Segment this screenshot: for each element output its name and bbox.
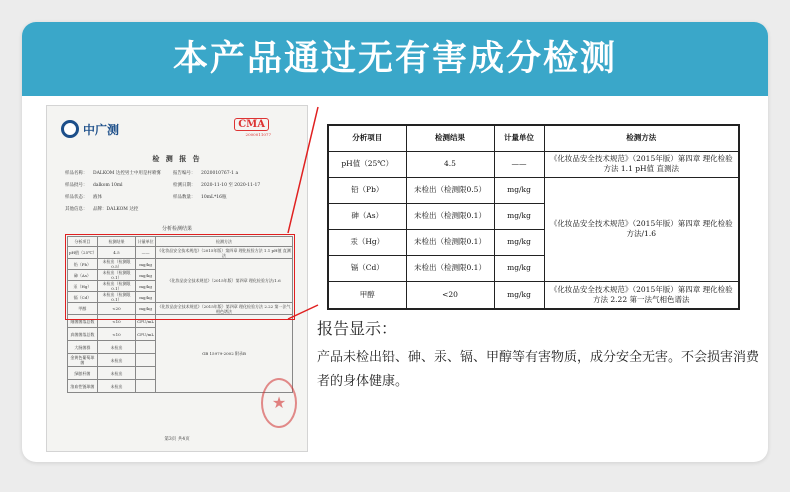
- cell-result: 未检出（检测限0.5）: [406, 177, 494, 203]
- meta-value: 10mL*16瓶: [201, 195, 227, 200]
- mini-cell: 汞（Hg）: [68, 281, 98, 292]
- mini-header: 计量单位: [136, 237, 156, 247]
- mini-cell: 未检出（检测限0.1）: [97, 281, 135, 292]
- summary-text: 产品未检出铅、砷、汞、镉、甲醇等有害物质，成分安全无害。不会损害消费者的身体健康。: [317, 350, 760, 389]
- connector-line-bottom: [288, 305, 318, 319]
- cell-item: 铅（Pb）: [328, 177, 406, 203]
- cell-method: 《化妆品安全技术规范》（2015年版）第四章 理化检验方法 2.22 第一法气相色谱法: [544, 281, 739, 309]
- cell-result: 未检出（检测限0.1）: [406, 255, 494, 281]
- cell-item: 甲醇: [328, 281, 406, 309]
- header-result: 检测结果: [406, 125, 494, 151]
- cell-unit: mg/kg: [494, 177, 544, 203]
- mini-cell: 真菌菌落总数: [68, 328, 98, 341]
- cell-result: 未检出（检测限0.1）: [406, 203, 494, 229]
- meta-key: 样品数量：: [173, 195, 196, 200]
- mini-cell: ——: [136, 247, 156, 259]
- mini-cell: CFU/mL: [136, 328, 156, 341]
- mini-cell: 《化妆品安全技术规范》（2015年版）第四章 理化检验方法/1.6: [156, 259, 293, 303]
- cell-result: 未检出（检测限0.1）: [406, 229, 494, 255]
- cell-unit: mg/kg: [494, 281, 544, 309]
- mini-cell: 未检出: [97, 380, 135, 393]
- mini-cell: 《化妆品安全技术规范》（2015年版）第四章 理化检验方法 2.22 第一法气相色谱法: [157, 303, 291, 314]
- table-header-row: [328, 125, 739, 151]
- mini-cell: 未检出（检测限0.1）: [97, 270, 135, 281]
- official-seal: ★: [261, 378, 297, 428]
- meta-value: dalkom 10ml: [93, 183, 123, 188]
- table-row-methanol: [328, 281, 739, 309]
- meta-key: 样品批号：: [65, 183, 88, 188]
- mini-cell: mg/kg: [136, 270, 156, 281]
- cell-unit: mg/kg: [494, 255, 544, 281]
- meta-key: 样品名称：: [65, 171, 88, 176]
- mini-cell: 未检出（检测限0.1）: [97, 292, 135, 303]
- mini-cell: <10: [97, 315, 135, 328]
- meta-value: DALKOM 达控男士中用是村喷雾: [93, 171, 161, 176]
- mini-cell: mg/kg: [136, 259, 156, 270]
- mini-cell: 未检出（检测限0.5）: [97, 259, 135, 270]
- mini-cell: 未检出: [97, 341, 135, 354]
- meta-value: 品牌：DALKOM 达控: [93, 207, 139, 212]
- lab-logo-text: 中广测: [83, 122, 120, 137]
- report-subtitle: 分析检测结果: [161, 226, 192, 232]
- cell-item: 镉（Cd）: [328, 255, 406, 281]
- cma-mark: CMA: [234, 118, 269, 131]
- report-page-number: 第3页 共4页: [164, 437, 190, 442]
- mini-cell: CFU/mL: [136, 315, 156, 328]
- table-row-ph: [328, 151, 739, 177]
- cell-result: <20: [406, 281, 494, 309]
- header-method: 检测方法: [544, 125, 739, 151]
- mini-cell: 金黄色葡萄球菌: [68, 354, 98, 367]
- mini-cell: 铅（Pb）: [68, 259, 98, 270]
- mini-cell: 未检出: [97, 367, 135, 380]
- header-item: 分析项目: [328, 125, 406, 151]
- meta-value: 2020010767-1 a: [201, 171, 239, 176]
- meta-value: 液体: [93, 195, 102, 200]
- meta-key: 报告编号：: [173, 171, 196, 176]
- cell-method: 《化妆品安全技术规范》（2015年版）第四章 理化检验方法 1.1 pH值 直测法: [544, 151, 739, 177]
- mini-cell: 甲醇: [68, 303, 98, 315]
- cell-unit: mg/kg: [494, 203, 544, 229]
- summary-heading: 报告显示：: [317, 319, 398, 338]
- mini-cell: mg/kg: [136, 281, 156, 292]
- mini-cell: 大肠菌群: [68, 341, 98, 354]
- mini-cell: <10: [97, 328, 135, 341]
- cell-item: 汞（Hg）: [328, 229, 406, 255]
- mini-cell: 《化妆品安全技术规范》（2015年版）第四章 理化检验方法 1.1 pH值 直测法: [157, 247, 291, 258]
- report-doc-title: 检 测 报 告: [152, 154, 202, 163]
- header-unit: 计量单位: [494, 125, 544, 151]
- cell-result: 4.5: [406, 151, 494, 177]
- cell-item: pH值（25℃）: [328, 151, 406, 177]
- cell-method: 《化妆品安全技术规范》（2015年版）第四章 理化检验方法/1.6: [544, 177, 739, 281]
- cma-number: 2000011077: [245, 132, 271, 137]
- mini-header: 检测结果: [97, 237, 135, 247]
- cell-item: 砷（As）: [328, 203, 406, 229]
- meta-key: 样品状态：: [65, 195, 88, 200]
- mini-header: 分析项目: [68, 237, 98, 247]
- mini-cell: pH值（25℃）: [68, 247, 98, 259]
- mini-cell: 细菌菌落总数: [68, 315, 98, 328]
- cell-unit: ——: [494, 151, 544, 177]
- mini-cell: 溶血性链球菌: [68, 380, 98, 393]
- content-card: [22, 22, 768, 462]
- mini-cell: GB 15979-2002 附录B: [156, 315, 293, 393]
- mini-cell: 砷（As）: [68, 270, 98, 281]
- meta-key: 检测日期：: [173, 183, 196, 188]
- mini-cell: mg/kg: [136, 292, 156, 303]
- mini-cell: 4.5: [97, 247, 135, 259]
- meta-value: 2020-11-10 至 2020-11-17: [201, 183, 261, 188]
- meta-key: 其他信息：: [65, 207, 88, 212]
- mini-cell: 未检出: [97, 354, 135, 367]
- banner-title: 本产品通过无有害成分检测: [22, 22, 768, 96]
- mini-header: 检测方法: [156, 237, 293, 247]
- cell-unit: mg/kg: [494, 229, 544, 255]
- connector-line-top: [288, 107, 318, 233]
- table-row-pb: [328, 177, 739, 203]
- test-results-table: [327, 124, 740, 310]
- mini-cell: <20: [97, 303, 135, 315]
- mini-cell: 绿脓杆菌: [68, 367, 98, 380]
- mini-cell: 镉（Cd）: [68, 292, 98, 303]
- mini-cell: mg/kg: [136, 303, 156, 315]
